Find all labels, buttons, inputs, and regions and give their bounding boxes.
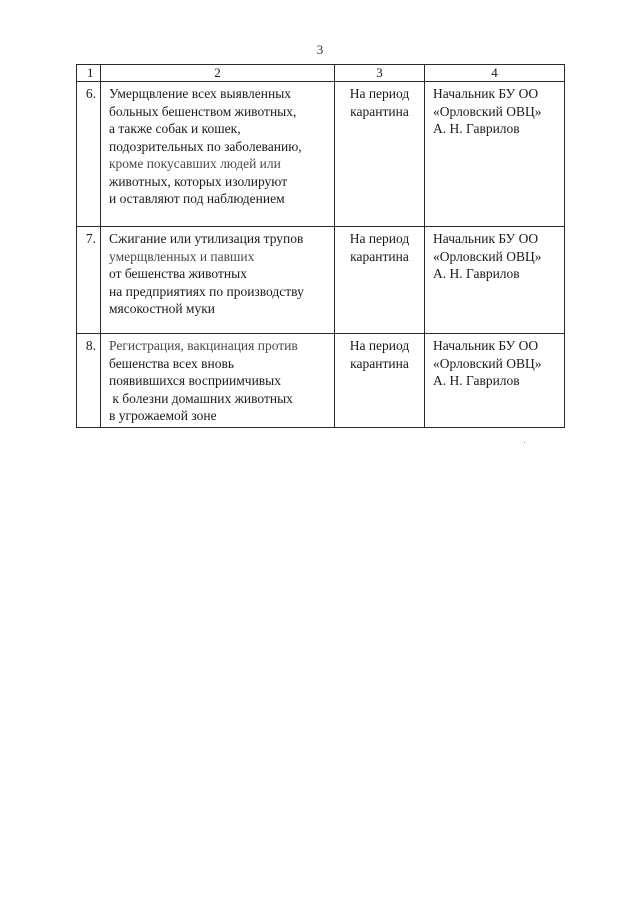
description-line: на предприятиях по производству: [109, 283, 304, 299]
period-line: На период: [349, 231, 410, 246]
table-row: [77, 334, 565, 428]
description-line: а также собак и кошек,: [109, 121, 241, 136]
column-header-4: 4: [425, 65, 565, 82]
row-number: 7.: [77, 227, 101, 334]
column-header-1: 1: [77, 65, 101, 82]
description-line: животных, которых изолируют: [109, 173, 288, 189]
period-cell: [335, 334, 425, 428]
description-line: подозрительных по заболеванию,: [109, 138, 302, 154]
row-number: 8.: [77, 334, 101, 428]
responsible-cell: [425, 82, 565, 227]
row-number: 6.: [77, 82, 101, 227]
description-line: умерщвленных и павших: [109, 248, 255, 264]
description-line: от бешенства животных: [109, 266, 247, 281]
table-row: [77, 82, 565, 227]
description-line: Сжигание или утилизация трупов: [109, 231, 304, 246]
responsible-line: Начальник БУ ОО: [433, 231, 539, 246]
description-line: и оставляют под наблюдением: [109, 191, 285, 206]
description-line: мясокостной муки: [109, 301, 215, 316]
column-header-3: 3: [335, 65, 425, 82]
measures-table: [76, 64, 565, 428]
period-line: карантина: [350, 355, 409, 371]
page-number: 3: [316, 42, 324, 57]
period-cell: [335, 227, 425, 334]
table-header-row: [77, 65, 565, 82]
description-line: к болезни домашних животных: [109, 390, 293, 406]
measure-description: [101, 334, 335, 428]
column-header-2: 2: [101, 65, 335, 82]
scan-speck: [524, 442, 525, 443]
period-line: карантина: [350, 248, 409, 264]
period-line: На период: [349, 86, 410, 101]
responsible-line: А. Н. Гаврилов: [433, 266, 520, 281]
table-row: [77, 227, 565, 334]
responsible-line: «Орловский ОВЦ»: [433, 248, 542, 264]
responsible-line: «Орловский ОВЦ»: [433, 355, 542, 371]
description-line: кроме покусавших людей или: [109, 156, 281, 171]
measure-description: [101, 82, 335, 227]
period-line: карантина: [350, 103, 409, 119]
description-line: в угрожаемой зоне: [109, 408, 217, 423]
period-cell: [335, 82, 425, 227]
responsible-line: Начальник БУ ОО: [433, 338, 539, 353]
description-line: появившихся восприимчивых: [109, 373, 281, 388]
description-line: Умерщвление всех выявленных: [109, 86, 292, 101]
description-line: больных бешенством животных,: [109, 103, 297, 119]
period-line: На период: [349, 338, 410, 353]
responsible-line: Начальник БУ ОО: [433, 86, 539, 101]
description-line: Регистрация, вакцинация против: [109, 338, 298, 353]
responsible-line: А. Н. Гаврилов: [433, 121, 520, 136]
responsible-line: «Орловский ОВЦ»: [433, 103, 542, 119]
responsible-line: А. Н. Гаврилов: [433, 373, 520, 388]
description-line: бешенства всех вновь: [109, 355, 235, 371]
responsible-cell: [425, 227, 565, 334]
measure-description: [101, 227, 335, 334]
responsible-cell: [425, 334, 565, 428]
